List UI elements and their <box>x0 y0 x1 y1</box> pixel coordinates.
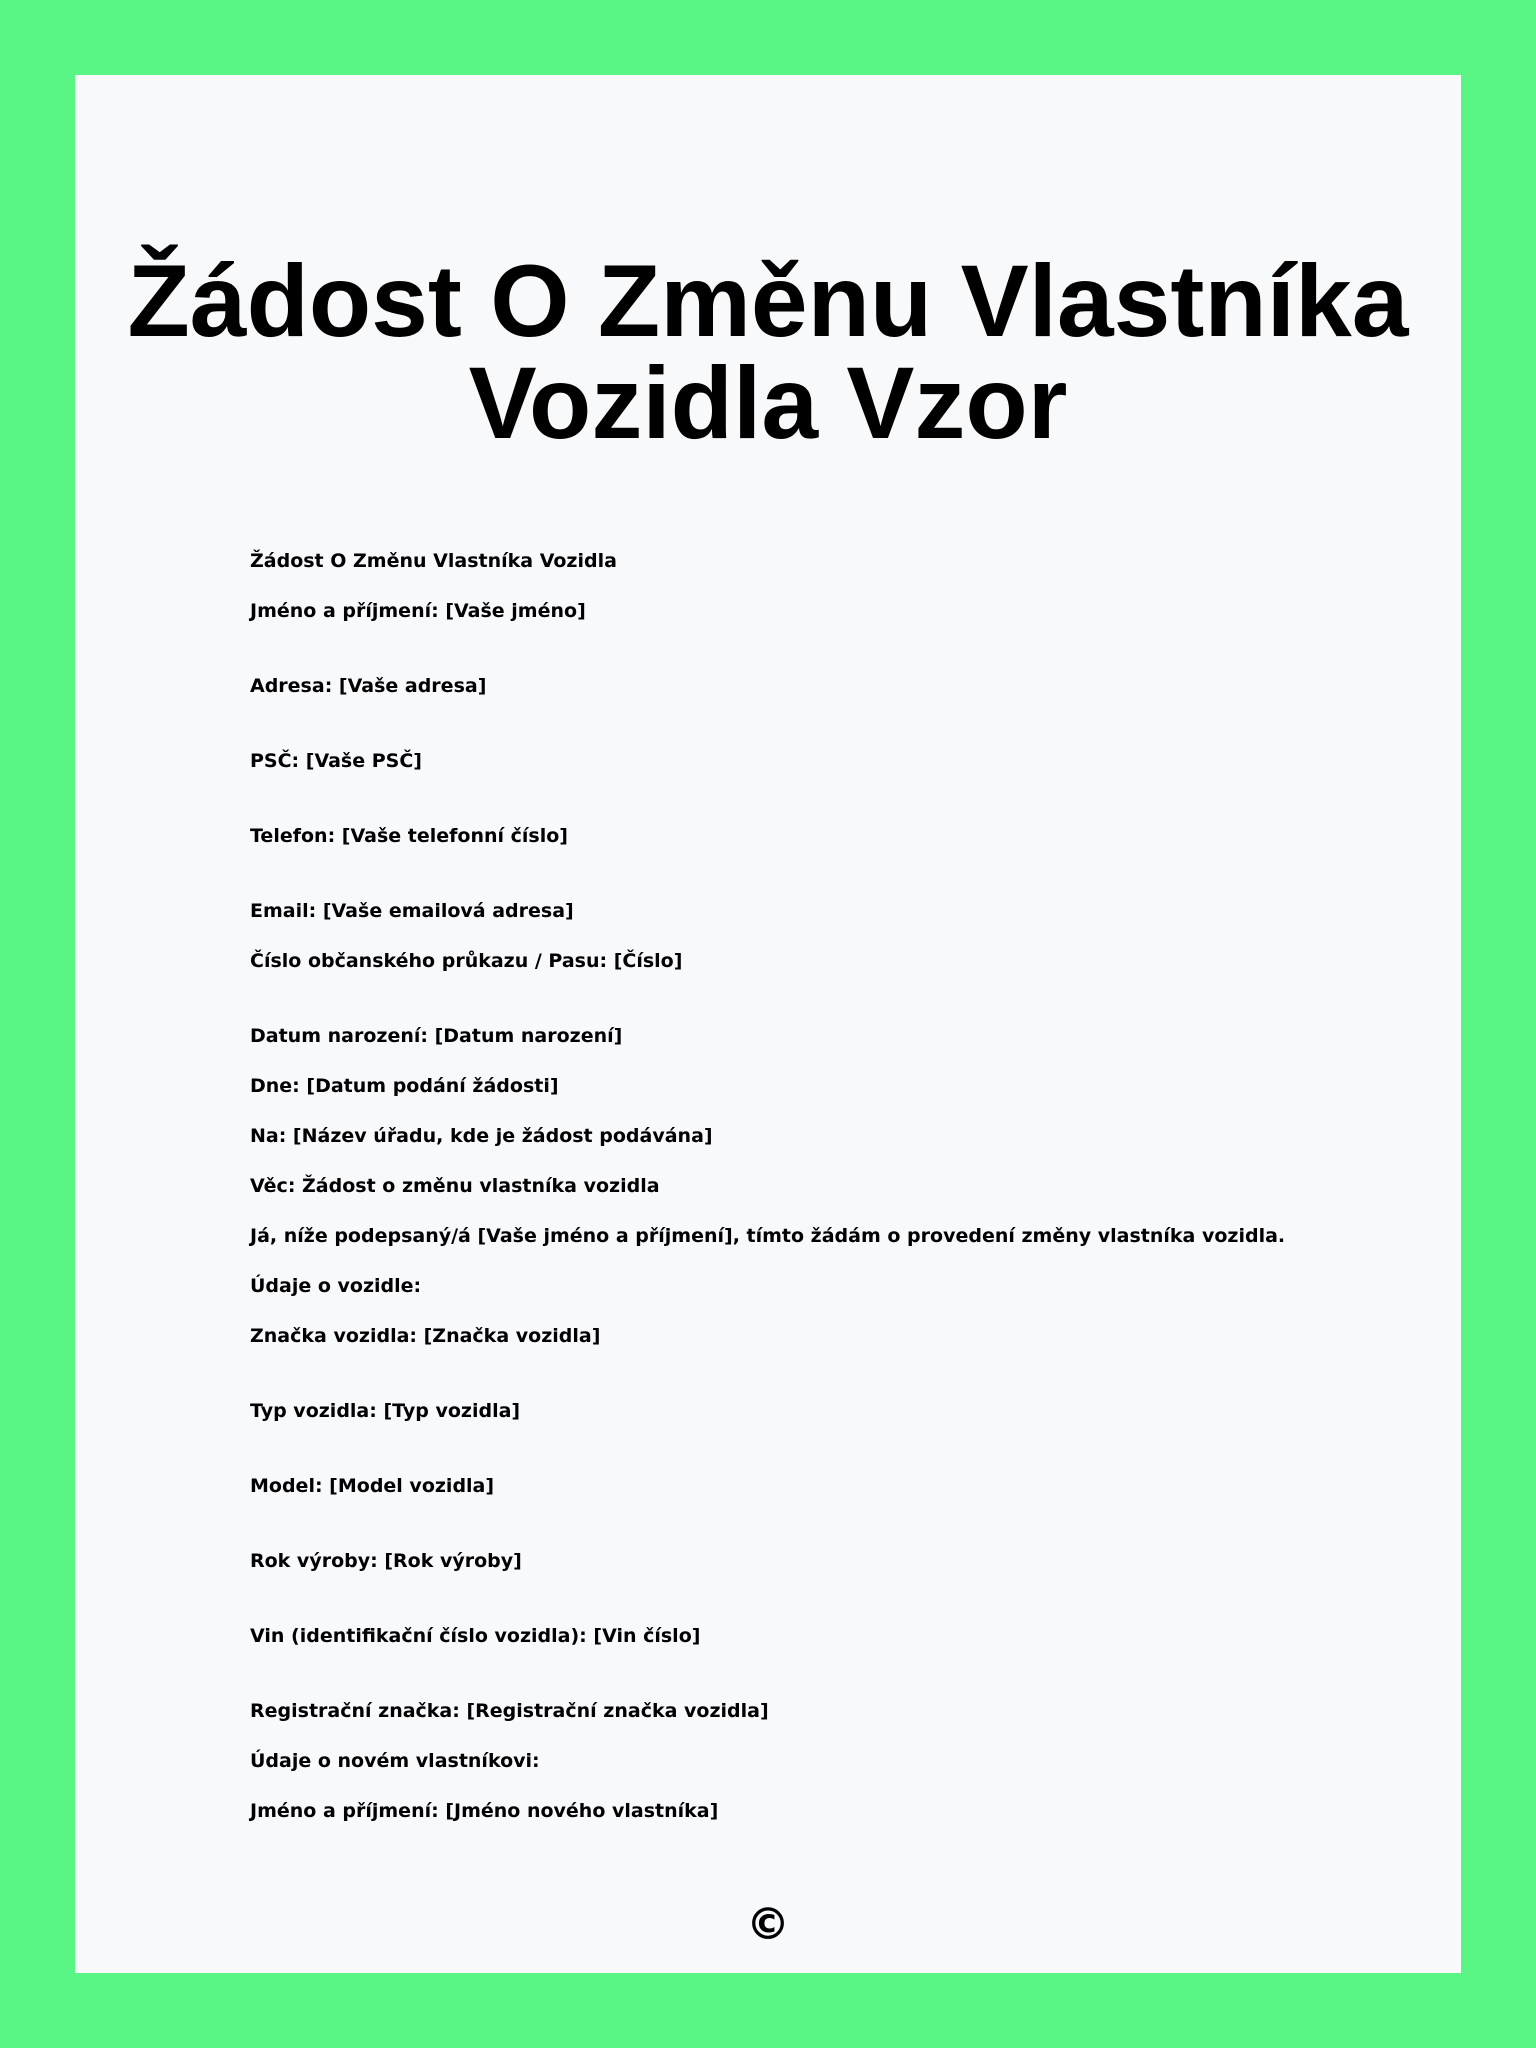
field-phone: Telefon: [Vaše telefonní číslo] <box>250 825 568 847</box>
field-birth-date: Datum narození: [Datum narození] <box>250 1025 623 1047</box>
field-recipient: Na: [Název úřadu, kde je žádost podávána] <box>250 1125 713 1147</box>
document-page <box>75 75 1461 1973</box>
field-subject: Věc: Žádost o změnu vlastníka vozidla <box>250 1175 660 1197</box>
field-zip: PSČ: [Vaše PSČ] <box>250 750 422 772</box>
field-year: Rok výroby: [Rok výroby] <box>250 1550 522 1572</box>
field-new-owner-name: Jméno a příjmení: [Jméno nového vlastníka] <box>250 1800 719 1822</box>
document-heading: Žádost O Změnu Vlastníka Vozidla <box>250 550 617 572</box>
vehicle-section-heading: Údaje o vozidle: <box>250 1275 422 1297</box>
field-email: Email: [Vaše emailová adresa] <box>250 900 574 922</box>
field-brand: Značka vozidla: [Značka vozidla] <box>250 1325 601 1347</box>
page-title <box>75 244 1461 460</box>
title-line-2: Vozidla Vzor <box>468 346 1068 460</box>
field-id-number: Číslo občanského průkazu / Pasu: [Číslo] <box>250 950 683 972</box>
title-line-1: Žádost O Změnu Vlastníka <box>127 244 1409 358</box>
field-address: Adresa: [Vaše adresa] <box>250 675 487 697</box>
field-date: Dne: [Datum podání žádosti] <box>250 1075 559 1097</box>
copyright-icon: © <box>746 1899 790 1950</box>
field-name: Jméno a příjmení: [Vaše jméno] <box>250 600 586 622</box>
field-plate: Registrační značka: [Registrační značka vozidla] <box>250 1700 769 1722</box>
statement-paragraph: Já, níže podepsaný/á [Vaše jméno a příjmení], tímto žádám o provedení změny vlastníka vozidla. <box>250 1225 1286 1247</box>
field-vin: Vin (identifikační číslo vozidla): [Vin číslo] <box>250 1625 701 1647</box>
field-type: Typ vozidla: [Typ vozidla] <box>250 1400 521 1422</box>
new-owner-section-heading: Údaje o novém vlastníkovi: <box>250 1750 540 1772</box>
field-model: Model: [Model vozidla] <box>250 1475 495 1497</box>
